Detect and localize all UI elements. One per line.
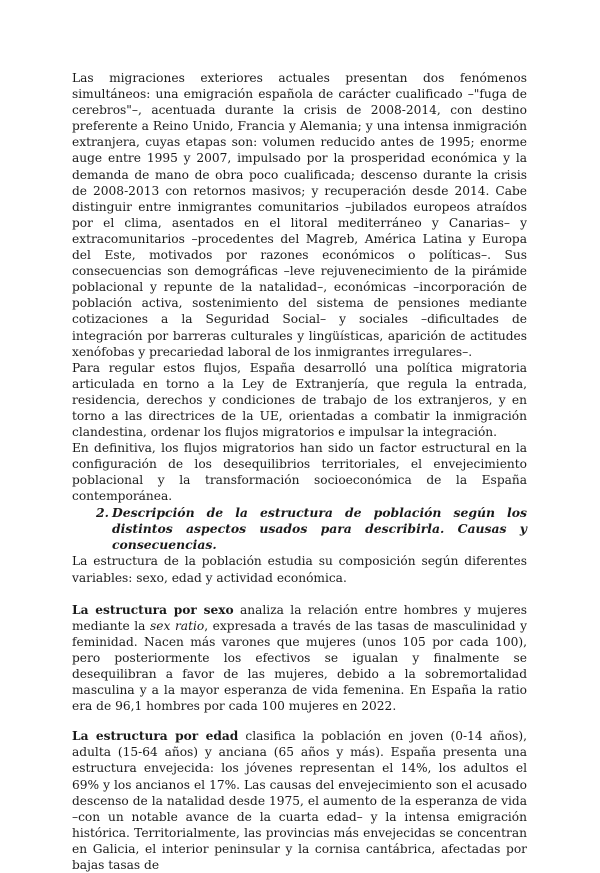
section-heading-text: Descripción de la estructura de población según los distintos aspectos usados para describirla. Causas y consecuencias. <box>112 504 527 553</box>
paragraph-estructura-edad <box>72 728 527 873</box>
paragraph-estructura-intro: La estructura de la población estudia su composición según diferentes variables: sexo, edad y actividad económica. <box>72 554 527 585</box>
section-heading-number: 2. <box>96 504 109 520</box>
text-sexo-a: analiza la relación entre hombres y mujeres mediante la <box>72 602 527 633</box>
document-page <box>72 70 527 873</box>
paragraph-migraciones: Las migraciones exteriores actuales presentan dos fenómenos simultáneos: una emigración española de carácter cualificado –"fuga de cerebros"–, acentuada durante la crisis de 2008-2014, con destino preferente a Reino Unido, Francia y Alemania; y una intensa inmigración extranjera, cuyas etapas son: volumen reducido antes de 1995; enorme auge entre 1995 y 2007, impulsado por la prosperidad económica y la demanda de mano de obra poco cualificada; descenso durante la crisis de 2008-2013 con retornos masivos; y recuperación desde 2014. Cabe distinguir entre inmigrantes comunitarios –jubilados europeos atraídos por el clima, asentados en el litoral mediterráneo y Canarias– y extracomunitarios –procedentes del Magreb, América Latina y Europa del Este, motivados por razones económicos o políticas–. Sus consecuencias son demográficas –leve rejuvenecimiento de la pirámide poblacional y repunte de la natalidad–, económicas –incorporación de población activa, sostenimiento del sistema de pensiones mediante cotizaciones a la Seguridad Social– y sociales –dificultades de integración por barreras culturales y lingüísticas, aparición de actitudes xenófobas y precariedad laboral de los inmigrantes irregulares–. <box>72 71 527 359</box>
paragraph-conclusion: En definitiva, los flujos migratorios han sido un factor estructural en la configuración de los desequilibrios territoriales, el envejecimiento poblacional y la transformación socioeconómica de la España contemporánea. <box>72 441 527 504</box>
text-sex-ratio: sex ratio <box>150 618 205 633</box>
section-heading <box>72 505 527 554</box>
lead-estructura-sexo: La estructura por sexo <box>72 602 234 617</box>
paragraph-estructura-sexo <box>72 602 527 715</box>
paragraph-politica-migratoria: Para regular estos flujos, España desarrolló una política migratoria articulada en torno a la Ley de Extranjería, que regula la entrada, residencia, derechos y condiciones de trabajo de los extranjeros, y en torno a las directrices de la UE, orientadas a combatir la inmigración clandestina, ordenar los flujos migratorios e impulsar la integración. <box>72 360 527 440</box>
lead-estructura-edad: La estructura por edad <box>72 729 239 744</box>
text-sexo-b: , expresada a través de las tasas de masculinidad y feminidad. Nacen más varones que mujeres (unos 105 por cada 100), pero posteriormente los efectivos se igualan y finalmente se desequilibran a favor de las mujeres, debido a la sobremortalidad masculina y a la mayor esperanza de vida femenina. En España la ratio era de 96,1 hombres por cada 100 mujeres en 2022. <box>72 618 527 714</box>
text-edad: clasifica la población en joven (0-14 años), adulta (15-64 años) y anciana (65 años y más). España presenta una estructura envejecida: los jóvenes representan el 14%, los adultos el 69% y los ancianos el 17%. Las causas del envejecimiento son el acusado descenso de la natalidad desde 1975, el aumento de la esperanza de vida –con un notable avance de la cuarta edad– y la intensa emigración histórica. Territorialmente, las provincias más envejecidas se concentran en Galicia, el interior peninsular y la cornisa cantábrica, afectadas por bajas tasas de <box>72 729 527 873</box>
